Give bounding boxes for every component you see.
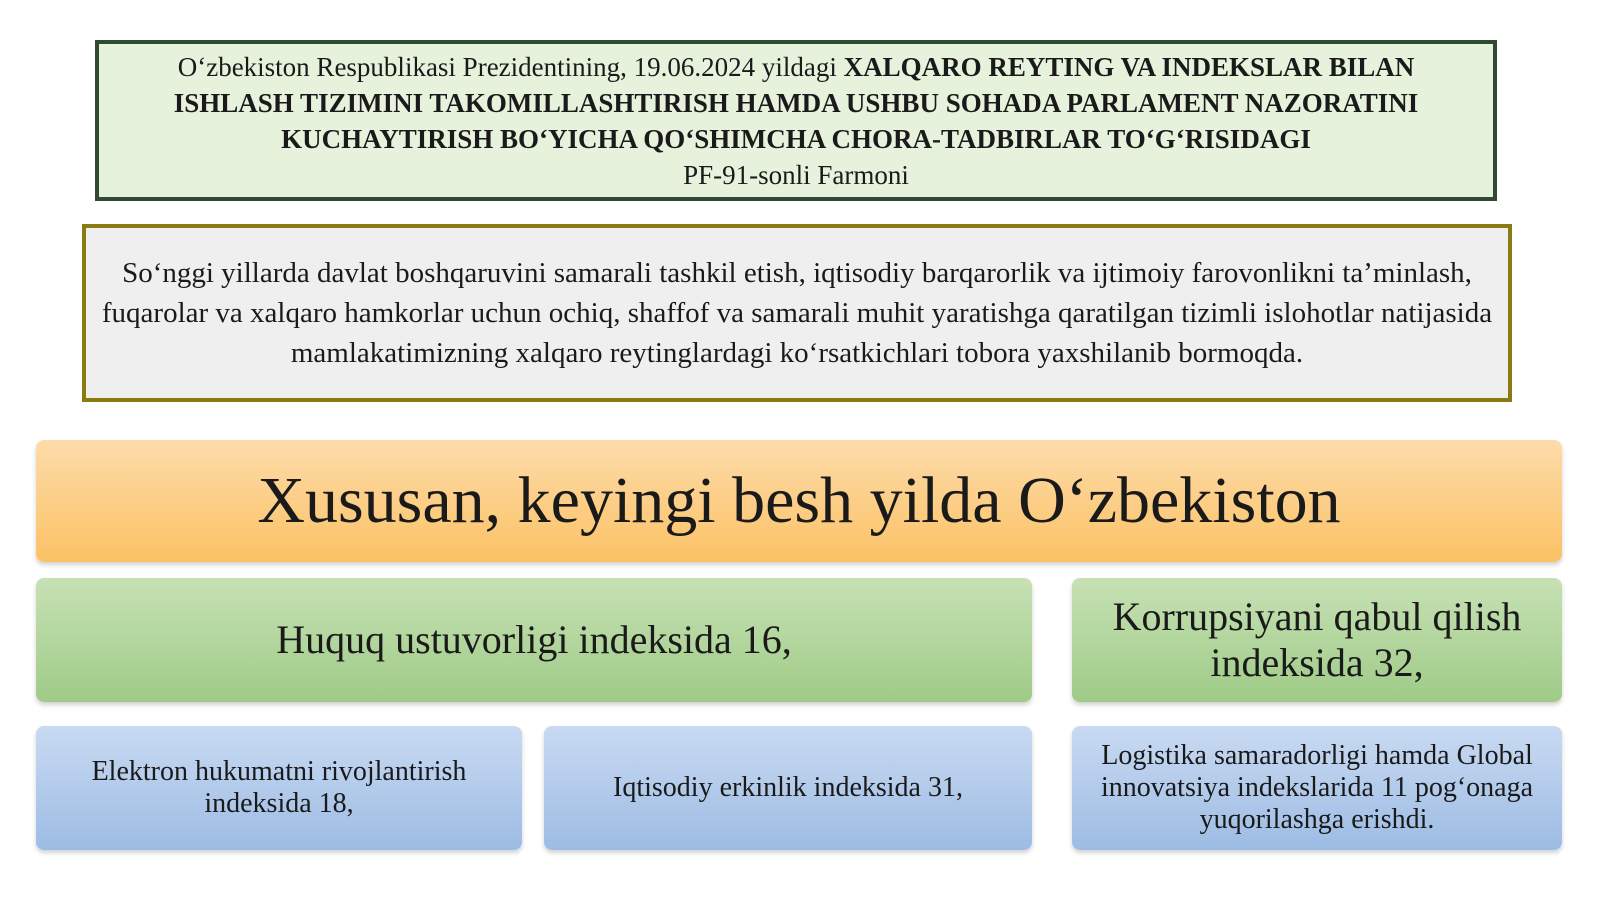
decree-prefix: O‘zbekiston Respublikasi Prezidentining, 19.06.2024 yildagi <box>177 51 844 82</box>
intro-box <box>82 224 1512 402</box>
decree-number: PF-91-sonli Farmoni <box>683 159 909 190</box>
corruption-text: Korrupsiyani qabul qilish indeksida 32, <box>1112 594 1522 685</box>
rule-of-law-text: Huquq ustuvorligi indeksida 16, <box>276 617 792 662</box>
decree-box <box>95 40 1497 201</box>
logistics-innovation-text: Logistika samaradorligi hamda Global innovatsiya indekslarida 11 pog‘onaga yuqorilashga erishdi. <box>1100 740 1534 835</box>
economic-freedom-text: Iqtisodiy erkinlik indeksida 31, <box>613 772 963 803</box>
headline-text: Xususan, keyingi besh yilda O‘zbekiston <box>257 464 1341 537</box>
corruption-index-box <box>1072 578 1562 702</box>
rule-of-law-index-box <box>36 578 1032 702</box>
intro-text: So‘nggi yillarda davlat boshqaruvini samarali tashkil etish, iqtisodiy barqarorlik va ijtimoiy farovonlikni ta’minlash, fuqarolar va xalqaro hamkorlar uchun ochiq, shaffof va samarali muhit yaratishga qaratilgan tizimli islohotlar natijasida mamlakatimizning xalqaro reytinglardagi ko‘rsatkichlari tobora yaxshilanib bormoqda. <box>101 257 1493 369</box>
logistics-innovation-index-box <box>1072 726 1562 850</box>
headline-box <box>36 440 1562 562</box>
economic-freedom-index-box <box>544 726 1032 850</box>
egov-index-box <box>36 726 522 850</box>
decree-text <box>119 49 1473 157</box>
decree-title: XALQARO REYTING VA INDEKSLAR BILAN ISHLASH TIZIMINI TAKOMILLASHTIRISH HAMDA USHBU SOHADA PARLAMENT NAZORATINI KUCHAYTIRISH BO‘YICHA QO‘SHIMCHA CHORA-TADBIRLAR TO‘G‘RISIDAGI <box>173 51 1419 154</box>
egov-text: Elektron hukumatni rivojlantirish indeksida 18, <box>91 756 467 819</box>
